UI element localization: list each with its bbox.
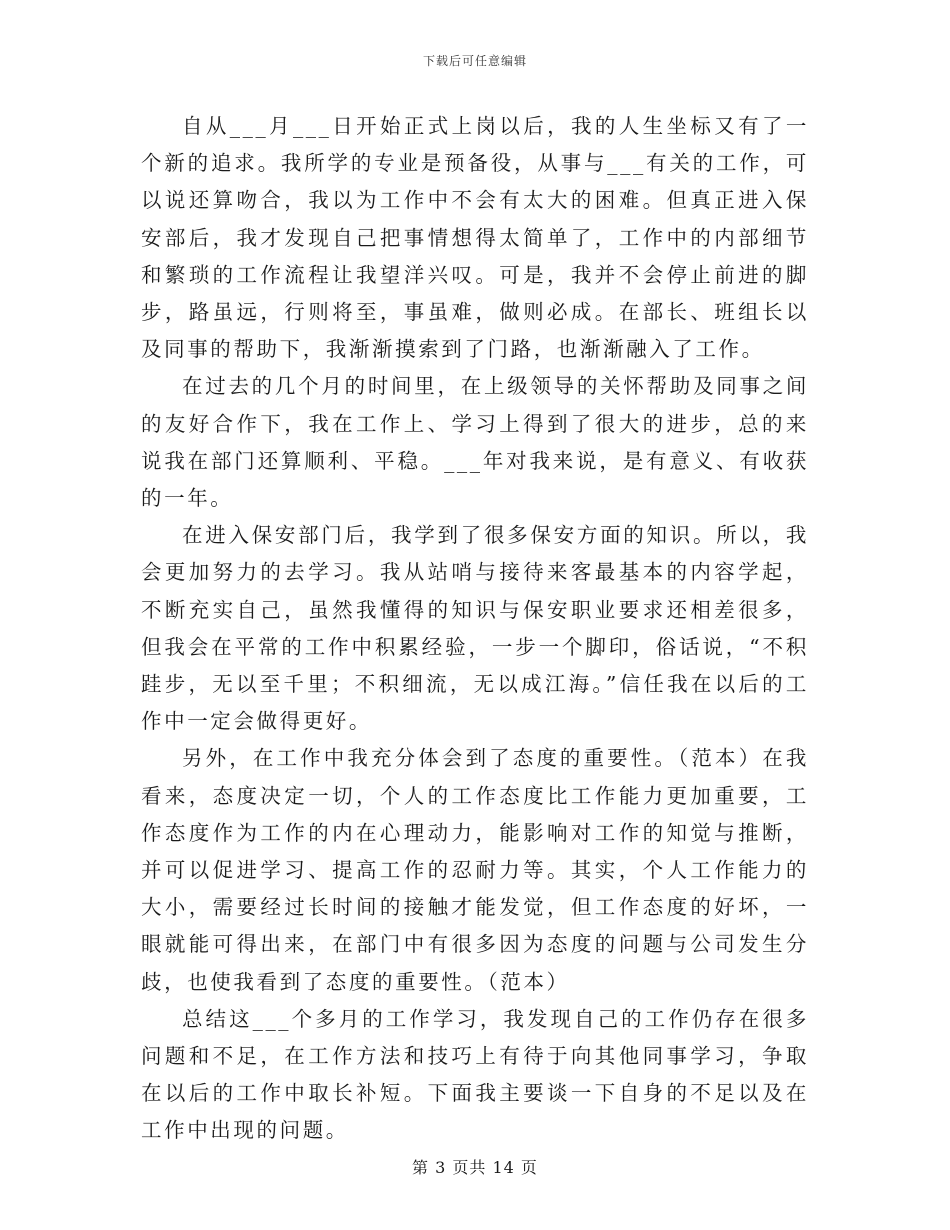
paragraph-5: 总结这___个多月的工作学习，我发现自己的工作仍存在很多问题和不足，在工作方法和技巧上有待于向其他同事学习，争取在以后的工作中取长补短。下面我主要谈一下自身的不足以及在工作中出现的问题。 xyxy=(141,1006,809,1143)
page-header: 下载后可任意编辑 xyxy=(422,54,527,68)
document-body xyxy=(141,108,809,1150)
page-footer: 第 3 页共 14 页 xyxy=(412,1158,538,1177)
paragraph-2: 在过去的几个月的时间里，在上级领导的关怀帮助及同事之间的友好合作下，我在工作上、学习上得到了很大的进步，总的来说我在部门还算顺利、平稳。___年对我来说，是有意义、有收获的一年。 xyxy=(141,374,809,511)
paragraph-4: 另外，在工作中我充分体会到了态度的重要性。（范本）在我看来，态度决定一切，个人的工作态度比工作能力更加重要，工作态度作为工作的内在心理动力，能影响对工作的知觉与推断，并可以促进学习、提高工作的忍耐力等。其实，个人工作能力的大小，需要经过长时间的接触才能发觉，但工作态度的好坏，一眼就能可得出来，在部门中有很多因为态度的问题与公司发生分歧，也使我看到了态度的重要性。（范本） xyxy=(141,746,809,994)
paragraph-1: 自从___月___日开始正式上岗以后，我的人生坐标又有了一个新的追求。我所学的专业是预备役，从事与___有关的工作，可以说还算吻合，我以为工作中不会有太大的困难。但真正进入保安部后，我才发现自己把事情想得太简单了，工作中的内部细节和繁琐的工作流程让我望洋兴叹。可是，我并不会停止前进的脚步，路虽远，行则将至，事虽难，做则必成。在部长、班组长以及同事的帮助下，我渐渐摸索到了门路，也渐渐融入了工作。 xyxy=(141,114,809,362)
paragraph-3: 在进入保安部门后，我学到了很多保安方面的知识。所以，我会更加努力的去学习。我从站哨与接待来客最基本的内容学起，不断充实自己，虽然我懂得的知识与保安职业要求还相差很多，但我会在平常的工作中积累经验，一步一个脚印，俗话说，“不积跬步，无以至千里；不积细流，无以成江海。”信任我在以后的工作中一定会做得更好。 xyxy=(141,523,809,734)
